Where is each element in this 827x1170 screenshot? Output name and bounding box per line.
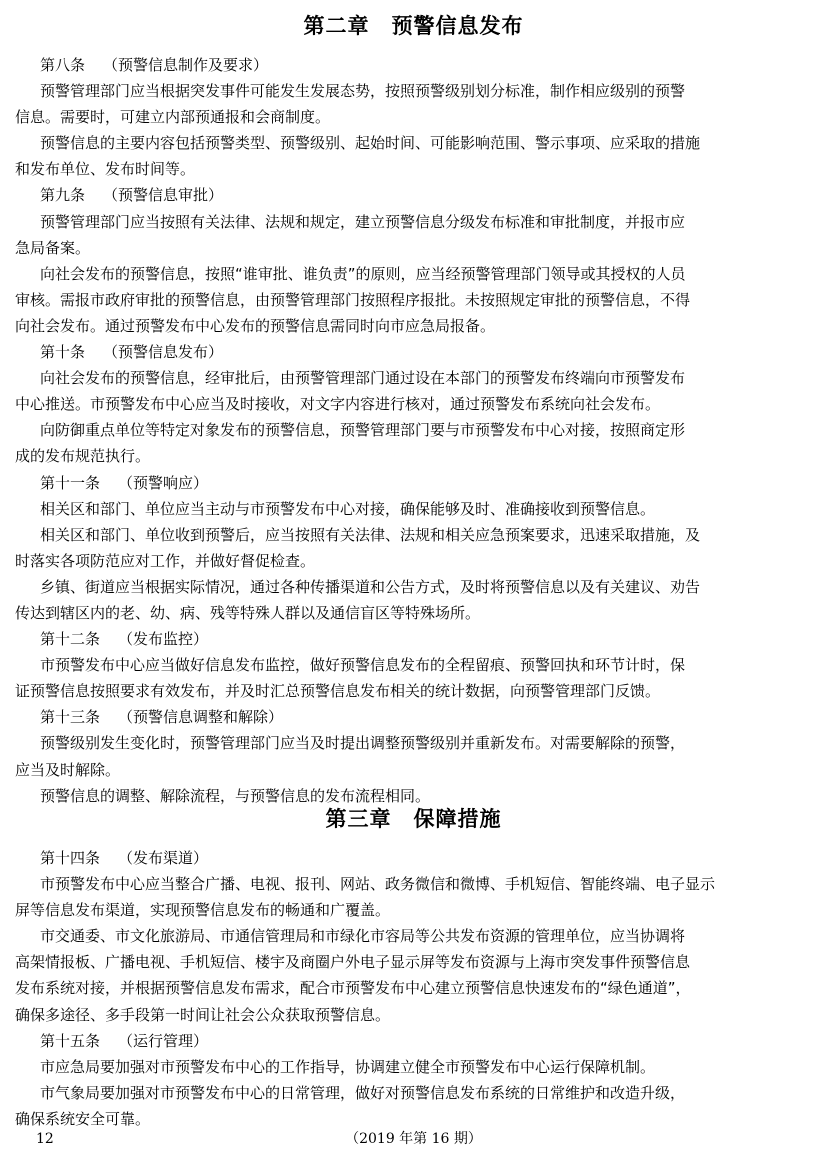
paragraph-continuation-line: 信息。需要时，可建立内部预通报和会商制度。 [15,108,331,127]
article-heading [40,1028,812,1054]
paragraph-continuation-line: 传达到辖区内的老、幼、病、残等特殊人群以及通信盲区等特殊场所。 [15,603,481,622]
article-number: 第十五条 [40,1031,101,1050]
paragraph-continuation-line: 屏等信息发布渠道，实现预警信息发布的畅通和广覆盖。 [15,901,391,920]
article-title: （预警信息调整和解除） [118,708,284,727]
paragraph-first-line: 市应急局要加强对市预警发布中心的工作指导，协调建立健全市预警发布中心运行保障机制。 [40,1057,656,1076]
article-number: 第十二条 [40,630,101,649]
paragraph-continuation-line: 发布系统对接，并根据预警信息发布需求，配合市预警发布中心建立预警信息快速发布的“绿色通道”， [15,979,691,998]
paragraph-first-line: 市交通委、市文化旅游局、市通信管理局和市绿化市容局等公共发布资源的管理单位，应当协调将 [40,927,686,946]
article-title: （发布渠道） [118,849,209,867]
article-number: 第十三条 [40,708,101,727]
paragraph-first-line: 预警级别发生变化时，预警管理部门应当及时提出调整预警级别并重新发布。对需要解除的预警， [40,734,686,753]
article-heading [40,52,812,78]
article-title: （发布监控） [118,630,209,649]
paragraph-first-line: 市预警发布中心应当整合广播、电视、报刊、网站、政务微信和微博、手机短信、智能终端、电子显示 [40,875,716,894]
paragraph-first-line: 市气象局要加强对市预警发布中心的日常管理，做好对预警信息发布系统的日常维护和改造升级， [40,1083,686,1102]
article-heading [40,182,812,208]
paragraph-continuation-line: 确保多途径、多手段第一时间让社会公众获取预警信息。 [15,1005,391,1024]
paragraph-first-line: 向社会发布的预警信息，按照“谁审批、谁负责”的原则，应当经预警管理部门领导或其授权的人员 [40,264,686,283]
paragraph-first-line: 预警信息的主要内容包括预警类型、预警级别、起始时间、可能影响范围、警示事项、应采取的措施 [40,134,701,153]
article-number: 第八条 [40,56,86,74]
paragraph-continuation-line: 中心推送。市预警发布中心应当及时接收，对文字内容进行核对，通过预警发布系统向社会发布。 [15,395,661,414]
article-title: （预警信息审批） [103,186,224,205]
paragraph-continuation-line: 时落实各项防范应对工作，并做好督促检查。 [15,551,316,570]
paragraph-first-line: 预警管理部门应当按照有关法律、法规和规定，建立预警信息分级发布标准和审批制度，并报市应 [40,212,686,231]
paragraph-first-line: 市预警发布中心应当做好信息发布监控，做好预警信息发布的全程留痕、预警回执和环节计时，保 [40,656,686,675]
paragraph-continuation-line: 高架情报板、广播电视、手机短信、楼宇及商圈户外电子显示屏等发布资源与上海市突发事件预警信息 [15,953,691,972]
paragraph-first-line: 相关区和部门、单位应当主动与市预警发布中心对接，确保能够及时、准确接收到预警信息。 [40,499,656,518]
paragraph-first-line: 相关区和部门、单位收到预警后，应当按照有关法律、法规和相关应急预案要求，迅速采取措施，及 [40,525,701,544]
paragraph-continuation-line: 成的发布规范执行。 [15,447,151,466]
paragraph-first-line: 预警信息的调整、解除流程，与预警信息的发布流程相同。 [40,786,431,805]
article-heading [40,704,812,730]
article-number: 第十条 [40,343,86,362]
paragraph-continuation-line: 应当及时解除。 [15,760,121,779]
paragraph-first-line: 向社会发布的预警信息，经审批后，由预警管理部门通过设在本部门的预警发布终端向市预警发布 [40,369,686,388]
page-number: 12 [36,1131,54,1147]
article-heading [40,470,812,496]
article-title: （预警响应） [118,473,209,492]
paragraph-continuation-line: 急局备案。 [15,238,91,257]
article-title: （预警信息发布） [103,343,224,362]
paragraph-continuation-line: 审核。需报市政府审批的预警信息，由预警管理部门按照程序报批。未按照规定审批的预警信息，不得 [15,290,691,309]
paragraph-continuation-line: 确保系统安全可靠。 [15,1109,151,1128]
article-number: 第九条 [40,186,86,205]
article-heading [40,845,812,871]
paragraph-first-line: 向防御重点单位等特定对象发布的预警信息，预警管理部门要与市预警发布中心对接，按照商定形 [40,421,686,440]
paragraph-continuation-line: 证预警信息按照要求有效发布，并及时汇总预警信息发布相关的统计数据，向预警管理部门反馈。 [15,682,661,701]
article-title: （预警信息制作及要求） [103,56,269,74]
paragraph-first-line: 乡镇、街道应当根据实际情况，通过各种传播渠道和公告方式，及时将预警信息以及有关建议、劝告 [40,577,701,596]
article-heading [40,626,812,652]
chapter-3-body [15,845,812,1132]
chapter-2-body [15,52,812,809]
issue-label: （2019 年第 16 期） [345,1131,482,1147]
paragraph-continuation-line: 和发布单位、发布时间等。 [15,160,196,179]
article-number: 第十一条 [40,473,101,492]
chapter-3-title: 第三章 保障措施 [325,807,502,831]
article-title: （运行管理） [118,1031,209,1050]
paragraph-continuation-line: 向社会发布。通过预警发布中心发布的预警信息需同时向市应急局报备。 [15,316,496,335]
paragraph-first-line: 预警管理部门应当根据突发事件可能发生发展态势，按照预警级别划分标准，制作相应级别的预警 [40,82,686,101]
page-footer [0,1128,827,1150]
article-heading [40,339,812,365]
chapter-2-title: 第二章 预警信息发布 [303,14,524,38]
article-number: 第十四条 [40,849,101,867]
